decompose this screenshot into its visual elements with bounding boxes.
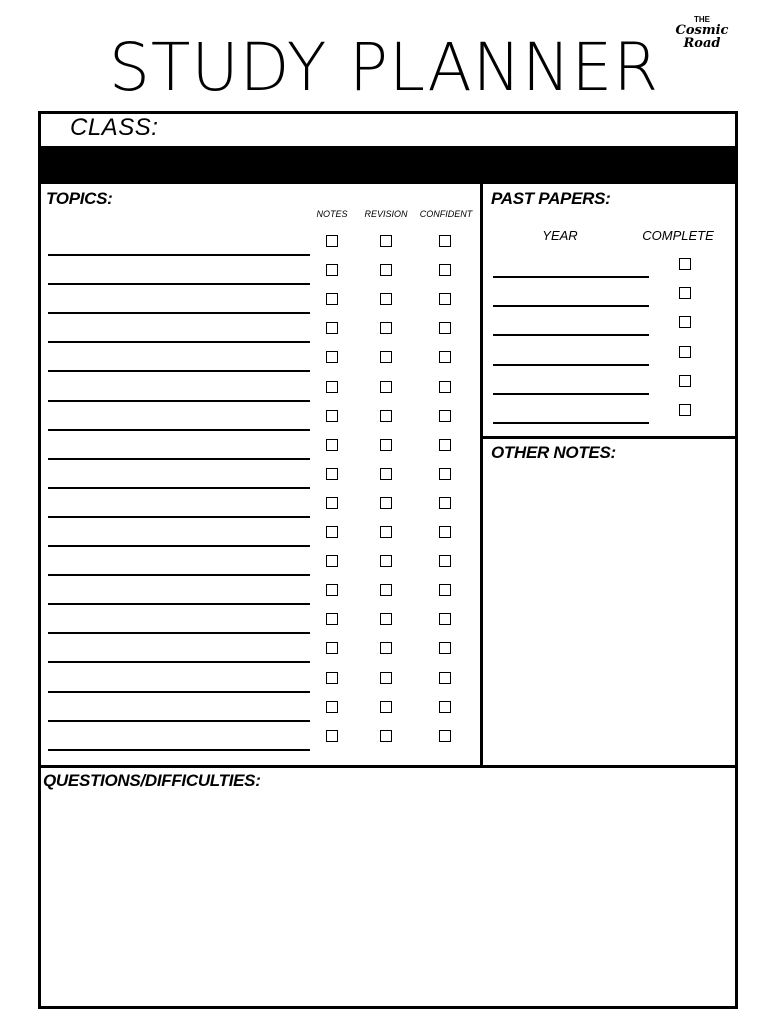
year-line[interactable]: [493, 305, 649, 307]
revision-checkbox[interactable]: [380, 526, 392, 538]
confident-checkbox[interactable]: [439, 293, 451, 305]
revision-checkbox[interactable]: [380, 351, 392, 363]
confident-checkbox[interactable]: [439, 701, 451, 713]
revision-checkbox[interactable]: [380, 410, 392, 422]
revision-checkbox[interactable]: [380, 468, 392, 480]
notes-checkbox[interactable]: [326, 613, 338, 625]
topic-line[interactable]: [48, 720, 310, 722]
past-papers-label: PAST PAPERS:: [491, 189, 611, 208]
confident-checkbox[interactable]: [439, 351, 451, 363]
complete-checkbox[interactable]: [679, 287, 691, 299]
complete-checkbox[interactable]: [679, 258, 691, 270]
confident-checkbox[interactable]: [439, 555, 451, 567]
complete-checkbox[interactable]: [679, 316, 691, 328]
confident-checkbox[interactable]: [439, 642, 451, 654]
brand-logo: [660, 16, 744, 50]
topic-line[interactable]: [48, 516, 310, 518]
other-notes-label: OTHER NOTES:: [491, 443, 616, 462]
revision-checkbox[interactable]: [380, 497, 392, 509]
year-line[interactable]: [493, 364, 649, 366]
class-divider-bar: [38, 146, 735, 184]
year-column-header: YEAR: [542, 228, 578, 243]
page-title: STUDY PLANNER: [108, 29, 660, 106]
confident-checkbox[interactable]: [439, 468, 451, 480]
revision-checkbox[interactable]: [380, 642, 392, 654]
topic-line[interactable]: [48, 341, 310, 343]
topic-line[interactable]: [48, 691, 310, 693]
revision-checkbox[interactable]: [380, 322, 392, 334]
revision-checkbox[interactable]: [380, 235, 392, 247]
topic-line[interactable]: [48, 749, 310, 751]
past-papers-divider: [480, 436, 735, 439]
revision-checkbox[interactable]: [380, 293, 392, 305]
notes-column-header: NOTES: [316, 209, 348, 219]
year-line[interactable]: [493, 393, 649, 395]
notes-checkbox[interactable]: [326, 701, 338, 713]
year-line[interactable]: [493, 422, 649, 424]
revision-checkbox[interactable]: [380, 584, 392, 596]
notes-checkbox[interactable]: [326, 642, 338, 654]
notes-checkbox[interactable]: [326, 468, 338, 480]
revision-checkbox[interactable]: [380, 701, 392, 713]
topic-line[interactable]: [48, 603, 310, 605]
confident-checkbox[interactable]: [439, 613, 451, 625]
topic-line[interactable]: [48, 632, 310, 634]
year-line[interactable]: [493, 276, 649, 278]
confident-checkbox[interactable]: [439, 526, 451, 538]
topic-line[interactable]: [48, 429, 310, 431]
revision-checkbox[interactable]: [380, 555, 392, 567]
complete-column-header: COMPLETE: [642, 228, 714, 243]
brand-name: Cosmic Road: [675, 23, 729, 51]
topic-line[interactable]: [48, 545, 310, 547]
notes-checkbox[interactable]: [326, 293, 338, 305]
notes-checkbox[interactable]: [326, 439, 338, 451]
topic-line[interactable]: [48, 487, 310, 489]
revision-checkbox[interactable]: [380, 672, 392, 684]
confident-checkbox[interactable]: [439, 584, 451, 596]
class-label: CLASS:: [70, 114, 159, 141]
other-notes-area[interactable]: [483, 470, 732, 764]
confident-column-header: CONFIDENT: [419, 209, 473, 219]
revision-checkbox[interactable]: [380, 613, 392, 625]
complete-checkbox[interactable]: [679, 375, 691, 387]
notes-checkbox[interactable]: [326, 235, 338, 247]
notes-checkbox[interactable]: [326, 672, 338, 684]
questions-area[interactable]: [41, 798, 732, 1002]
topics-label: TOPICS:: [46, 189, 113, 208]
topic-line[interactable]: [48, 574, 310, 576]
complete-checkbox[interactable]: [679, 346, 691, 358]
revision-checkbox[interactable]: [380, 264, 392, 276]
notes-checkbox[interactable]: [326, 351, 338, 363]
revision-checkbox[interactable]: [380, 381, 392, 393]
topic-line[interactable]: [48, 400, 310, 402]
notes-checkbox[interactable]: [326, 584, 338, 596]
notes-checkbox[interactable]: [326, 322, 338, 334]
notes-checkbox[interactable]: [326, 264, 338, 276]
brand-prefix: THE: [694, 15, 710, 24]
topic-line[interactable]: [48, 370, 310, 372]
confident-checkbox[interactable]: [439, 730, 451, 742]
topic-line[interactable]: [48, 661, 310, 663]
notes-checkbox[interactable]: [326, 555, 338, 567]
confident-checkbox[interactable]: [439, 322, 451, 334]
confident-checkbox[interactable]: [439, 672, 451, 684]
topic-line[interactable]: [48, 254, 310, 256]
notes-checkbox[interactable]: [326, 730, 338, 742]
notes-checkbox[interactable]: [326, 381, 338, 393]
notes-checkbox[interactable]: [326, 497, 338, 509]
topic-line[interactable]: [48, 312, 310, 314]
confident-checkbox[interactable]: [439, 439, 451, 451]
notes-checkbox[interactable]: [326, 526, 338, 538]
topic-line[interactable]: [48, 283, 310, 285]
confident-checkbox[interactable]: [439, 235, 451, 247]
revision-checkbox[interactable]: [380, 730, 392, 742]
questions-divider: [38, 765, 735, 768]
revision-column-header: REVISION: [364, 209, 408, 219]
confident-checkbox[interactable]: [439, 410, 451, 422]
complete-checkbox[interactable]: [679, 404, 691, 416]
confident-checkbox[interactable]: [439, 381, 451, 393]
questions-label: QUESTIONS/DIFFICULTIES:: [43, 771, 261, 790]
confident-checkbox[interactable]: [439, 264, 451, 276]
revision-checkbox[interactable]: [380, 439, 392, 451]
year-line[interactable]: [493, 334, 649, 336]
confident-checkbox[interactable]: [439, 497, 451, 509]
topic-line[interactable]: [48, 458, 310, 460]
notes-checkbox[interactable]: [326, 410, 338, 422]
